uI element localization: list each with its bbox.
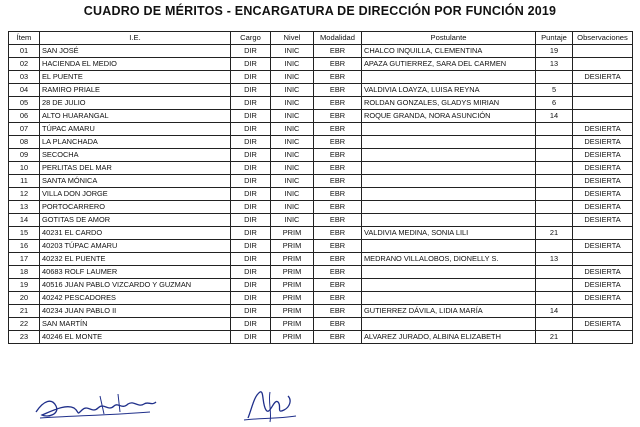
cell-ie: VILLA DON JORGE	[40, 188, 231, 201]
cell-puntaje	[536, 136, 573, 149]
cell-postulante: ROLDAN GONZALES, GLADYS MIRIAN	[362, 97, 536, 110]
cell-observaciones: DESIERTA	[573, 214, 633, 227]
cell-nivel: INIC	[271, 136, 314, 149]
cell-postulante: MEDRANO VILLALOBOS, DIONELLY S.	[362, 253, 536, 266]
cell-puntaje	[536, 162, 573, 175]
table-row	[9, 201, 633, 214]
cell-puntaje: 13	[536, 58, 573, 71]
table-row	[9, 45, 633, 58]
cell-cargo: DIR	[231, 279, 271, 292]
cell-cargo: DIR	[231, 227, 271, 240]
cell-cargo: DIR	[231, 292, 271, 305]
cell-nivel: INIC	[271, 71, 314, 84]
cell-postulante	[362, 71, 536, 84]
cell-ie: 40231 EL CARDO	[40, 227, 231, 240]
cell-item: 06	[9, 110, 40, 123]
cell-modalidad: EBR	[314, 162, 362, 175]
cell-item: 19	[9, 279, 40, 292]
cell-nivel: INIC	[271, 201, 314, 214]
cell-observaciones: DESIERTA	[573, 188, 633, 201]
cell-nivel: INIC	[271, 175, 314, 188]
cell-nivel: INIC	[271, 162, 314, 175]
column-header-cargo: Cargo	[231, 32, 271, 45]
table-row	[9, 318, 633, 331]
column-header-nivel: Nivel	[271, 32, 314, 45]
table-row	[9, 188, 633, 201]
cell-cargo: DIR	[231, 253, 271, 266]
cell-cargo: DIR	[231, 149, 271, 162]
signature-left	[30, 388, 160, 424]
cell-ie: EL PUENTE	[40, 71, 231, 84]
cell-ie: SAN MARTÍN	[40, 318, 231, 331]
cell-postulante: ALVAREZ JURADO, ALBINA ELIZABETH	[362, 331, 536, 344]
cell-cargo: DIR	[231, 58, 271, 71]
cell-observaciones: DESIERTA	[573, 201, 633, 214]
cell-ie: RAMIRO PRIALE	[40, 84, 231, 97]
table-row	[9, 110, 633, 123]
table-row	[9, 136, 633, 149]
table-row	[9, 84, 633, 97]
cell-nivel: INIC	[271, 97, 314, 110]
cell-ie: PORTOCARRERO	[40, 201, 231, 214]
cell-observaciones: DESIERTA	[573, 266, 633, 279]
table-row	[9, 292, 633, 305]
cell-nivel: PRIM	[271, 331, 314, 344]
table-row	[9, 71, 633, 84]
cell-puntaje	[536, 318, 573, 331]
cell-postulante	[362, 292, 536, 305]
cell-observaciones: DESIERTA	[573, 123, 633, 136]
cell-nivel: INIC	[271, 110, 314, 123]
cell-puntaje	[536, 292, 573, 305]
cell-cargo: DIR	[231, 110, 271, 123]
cell-puntaje: 6	[536, 97, 573, 110]
table-row	[9, 162, 633, 175]
cell-nivel: INIC	[271, 84, 314, 97]
cell-modalidad: EBR	[314, 97, 362, 110]
cell-puntaje	[536, 266, 573, 279]
cell-observaciones	[573, 253, 633, 266]
cell-modalidad: EBR	[314, 149, 362, 162]
cell-modalidad: EBR	[314, 71, 362, 84]
cell-puntaje: 19	[536, 45, 573, 58]
cell-modalidad: EBR	[314, 58, 362, 71]
cell-ie: PERLITAS DEL MAR	[40, 162, 231, 175]
cell-puntaje	[536, 149, 573, 162]
cell-postulante: VALDIVIA LOAYZA, LUISA REYNA	[362, 84, 536, 97]
column-header-postulante: Postulante	[362, 32, 536, 45]
cell-puntaje: 13	[536, 253, 573, 266]
cell-observaciones	[573, 305, 633, 318]
cell-puntaje	[536, 175, 573, 188]
cell-item: 15	[9, 227, 40, 240]
cell-item: 20	[9, 292, 40, 305]
cell-item: 11	[9, 175, 40, 188]
cell-modalidad: EBR	[314, 123, 362, 136]
cell-nivel: PRIM	[271, 240, 314, 253]
cell-ie: 40232 EL PUENTE	[40, 253, 231, 266]
cell-item: 22	[9, 318, 40, 331]
cell-puntaje: 14	[536, 305, 573, 318]
cell-cargo: DIR	[231, 188, 271, 201]
column-header-item: Ítem	[9, 32, 40, 45]
cell-item: 07	[9, 123, 40, 136]
cell-modalidad: EBR	[314, 292, 362, 305]
cell-observaciones: DESIERTA	[573, 71, 633, 84]
cell-item: 08	[9, 136, 40, 149]
cell-observaciones	[573, 58, 633, 71]
cell-modalidad: EBR	[314, 84, 362, 97]
signature-right	[240, 388, 300, 426]
table-row	[9, 331, 633, 344]
table-row	[9, 227, 633, 240]
cell-modalidad: EBR	[314, 305, 362, 318]
column-header-observaciones: Observaciones	[573, 32, 633, 45]
cell-modalidad: EBR	[314, 331, 362, 344]
cell-cargo: DIR	[231, 175, 271, 188]
cell-postulante	[362, 201, 536, 214]
cell-observaciones: DESIERTA	[573, 240, 633, 253]
cell-puntaje	[536, 123, 573, 136]
cell-ie: SAN JOSÉ	[40, 45, 231, 58]
cell-puntaje: 21	[536, 331, 573, 344]
cell-ie: 40203 TÚPAC AMARU	[40, 240, 231, 253]
cell-postulante	[362, 136, 536, 149]
cell-observaciones: DESIERTA	[573, 149, 633, 162]
cell-observaciones	[573, 97, 633, 110]
cell-nivel: INIC	[271, 45, 314, 58]
cell-postulante: CHALCO INQUILLA, CLEMENTINA	[362, 45, 536, 58]
cell-item: 16	[9, 240, 40, 253]
cell-observaciones: DESIERTA	[573, 175, 633, 188]
cell-item: 05	[9, 97, 40, 110]
table-header-row	[9, 32, 633, 45]
cell-postulante	[362, 149, 536, 162]
cell-observaciones: DESIERTA	[573, 292, 633, 305]
cell-puntaje	[536, 279, 573, 292]
cell-item: 13	[9, 201, 40, 214]
cell-modalidad: EBR	[314, 175, 362, 188]
cell-cargo: DIR	[231, 84, 271, 97]
cell-cargo: DIR	[231, 71, 271, 84]
cell-observaciones: DESIERTA	[573, 318, 633, 331]
cell-item: 23	[9, 331, 40, 344]
cell-puntaje	[536, 240, 573, 253]
cell-postulante	[362, 279, 536, 292]
table-row	[9, 240, 633, 253]
cell-cargo: DIR	[231, 123, 271, 136]
cell-cargo: DIR	[231, 331, 271, 344]
cell-observaciones: DESIERTA	[573, 279, 633, 292]
cell-puntaje	[536, 214, 573, 227]
table-row	[9, 149, 633, 162]
cell-cargo: DIR	[231, 266, 271, 279]
cell-ie: 40234 JUAN PABLO II	[40, 305, 231, 318]
cell-item: 09	[9, 149, 40, 162]
cell-observaciones	[573, 331, 633, 344]
cell-ie: 28 DE JULIO	[40, 97, 231, 110]
cell-modalidad: EBR	[314, 136, 362, 149]
column-header-modalidad: Modalidad	[314, 32, 362, 45]
cell-nivel: PRIM	[271, 279, 314, 292]
cell-modalidad: EBR	[314, 240, 362, 253]
cell-postulante	[362, 266, 536, 279]
cell-ie: 40516 JUAN PABLO VIZCARDO Y GUZMAN	[40, 279, 231, 292]
cell-ie: ALTO HUARANGAL	[40, 110, 231, 123]
cell-item: 21	[9, 305, 40, 318]
cell-modalidad: EBR	[314, 214, 362, 227]
cell-puntaje	[536, 71, 573, 84]
cell-postulante: VALDIVIA MEDINA, SONIA LILI	[362, 227, 536, 240]
cell-nivel: INIC	[271, 58, 314, 71]
cell-ie: HACIENDA EL MEDIO	[40, 58, 231, 71]
cell-ie: 40242 PESCADORES	[40, 292, 231, 305]
table-row	[9, 305, 633, 318]
table-row	[9, 214, 633, 227]
merit-table	[8, 31, 633, 344]
table-row	[9, 175, 633, 188]
column-header-puntaje: Puntaje	[536, 32, 573, 45]
table-row	[9, 123, 633, 136]
table-row	[9, 58, 633, 71]
cell-modalidad: EBR	[314, 201, 362, 214]
cell-nivel: PRIM	[271, 318, 314, 331]
cell-modalidad: EBR	[314, 279, 362, 292]
cell-puntaje	[536, 201, 573, 214]
cell-ie: 40683 ROLF LAUMER	[40, 266, 231, 279]
cell-postulante	[362, 175, 536, 188]
cell-observaciones: DESIERTA	[573, 136, 633, 149]
cell-cargo: DIR	[231, 305, 271, 318]
cell-nivel: PRIM	[271, 266, 314, 279]
cell-ie: LA PLANCHADA	[40, 136, 231, 149]
cell-ie: SECOCHA	[40, 149, 231, 162]
cell-item: 10	[9, 162, 40, 175]
cell-modalidad: EBR	[314, 227, 362, 240]
cell-observaciones	[573, 84, 633, 97]
cell-ie: 40246 EL MONTE	[40, 331, 231, 344]
cell-nivel: INIC	[271, 214, 314, 227]
cell-observaciones	[573, 110, 633, 123]
cell-item: 02	[9, 58, 40, 71]
cell-item: 14	[9, 214, 40, 227]
cell-observaciones	[573, 227, 633, 240]
cell-ie: GOTITAS DE AMOR	[40, 214, 231, 227]
cell-postulante	[362, 188, 536, 201]
cell-ie: TÚPAC AMARU	[40, 123, 231, 136]
cell-postulante: GUTIERREZ DÁVILA, LIDIA MARÍA	[362, 305, 536, 318]
cell-nivel: INIC	[271, 149, 314, 162]
cell-nivel: PRIM	[271, 305, 314, 318]
document-title: CUADRO DE MÉRITOS - ENCARGATURA DE DIRECCIÓN POR FUNCIÓN 2019	[83, 4, 557, 18]
cell-postulante: ROQUE GRANDA, NORA ASUNCIÓN	[362, 110, 536, 123]
cell-observaciones: DESIERTA	[573, 162, 633, 175]
cell-item: 12	[9, 188, 40, 201]
table-row	[9, 253, 633, 266]
cell-puntaje: 5	[536, 84, 573, 97]
table-row	[9, 97, 633, 110]
cell-ie: SANTA MÓNICA	[40, 175, 231, 188]
table-body	[9, 45, 633, 344]
cell-postulante	[362, 214, 536, 227]
cell-puntaje: 21	[536, 227, 573, 240]
cell-puntaje	[536, 188, 573, 201]
table-row	[9, 266, 633, 279]
cell-nivel: PRIM	[271, 292, 314, 305]
cell-cargo: DIR	[231, 45, 271, 58]
cell-nivel: PRIM	[271, 227, 314, 240]
cell-modalidad: EBR	[314, 110, 362, 123]
cell-cargo: DIR	[231, 240, 271, 253]
cell-cargo: DIR	[231, 214, 271, 227]
cell-puntaje: 14	[536, 110, 573, 123]
cell-nivel: PRIM	[271, 253, 314, 266]
cell-nivel: INIC	[271, 123, 314, 136]
cell-nivel: INIC	[271, 188, 314, 201]
cell-modalidad: EBR	[314, 45, 362, 58]
cell-item: 03	[9, 71, 40, 84]
cell-cargo: DIR	[231, 201, 271, 214]
cell-postulante	[362, 123, 536, 136]
signatures-area	[0, 388, 640, 427]
cell-cargo: DIR	[231, 162, 271, 175]
cell-item: 18	[9, 266, 40, 279]
cell-modalidad: EBR	[314, 188, 362, 201]
cell-item: 04	[9, 84, 40, 97]
cell-postulante	[362, 162, 536, 175]
cell-postulante	[362, 318, 536, 331]
cell-modalidad: EBR	[314, 318, 362, 331]
column-header-ie: I.E.	[40, 32, 231, 45]
cell-postulante	[362, 240, 536, 253]
cell-item: 01	[9, 45, 40, 58]
cell-modalidad: EBR	[314, 266, 362, 279]
cell-cargo: DIR	[231, 318, 271, 331]
cell-modalidad: EBR	[314, 253, 362, 266]
cell-observaciones	[573, 45, 633, 58]
cell-cargo: DIR	[231, 97, 271, 110]
cell-postulante: APAZA GUTIERREZ, SARA DEL CARMEN	[362, 58, 536, 71]
cell-cargo: DIR	[231, 136, 271, 149]
cell-item: 17	[9, 253, 40, 266]
table-row	[9, 279, 633, 292]
